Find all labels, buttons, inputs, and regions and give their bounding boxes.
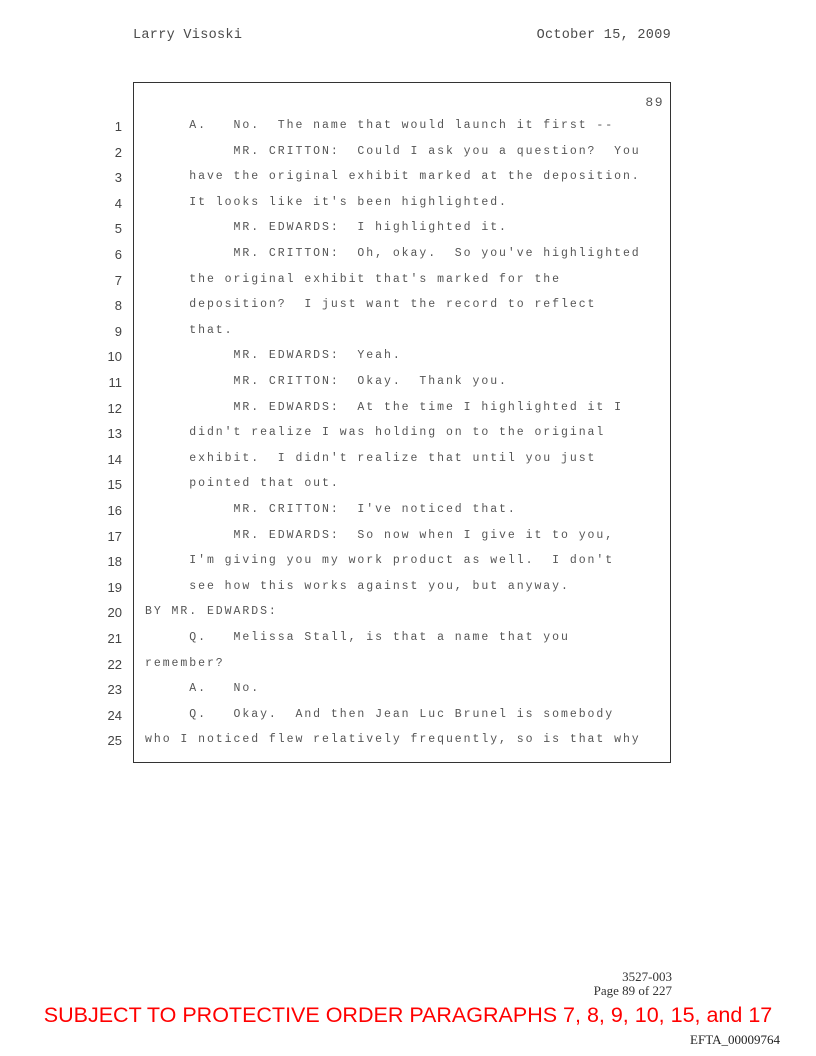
transcript-line — [0, 142, 816, 168]
line-number: 4 — [114, 195, 122, 211]
line-number: 6 — [114, 247, 122, 262]
line-number: 9 — [114, 323, 122, 339]
line-number: 13 — [107, 426, 122, 442]
line-text: Q. Okay. And then Jean Luc Brunel is somebody — [145, 707, 615, 721]
line-text: who I noticed flew relatively frequently, so is that why — [145, 733, 641, 747]
transcript-line — [0, 270, 816, 296]
transcript-line — [0, 193, 816, 219]
transcript-line — [0, 372, 816, 398]
line-text: It looks like it's been highlighted. — [145, 195, 508, 209]
line-text: MR. CRITTON: Okay. Thank you. — [145, 375, 508, 388]
line-text: have the original exhibit marked at the deposition. — [145, 170, 641, 184]
line-number: 16 — [107, 503, 122, 518]
line-text: remember? — [145, 656, 225, 670]
transcript-line — [0, 679, 816, 705]
line-text: MR. CRITTON: I've noticed that. — [145, 503, 517, 516]
line-text: MR. CRITTON: Oh, okay. So you've highlighted — [145, 247, 641, 260]
transcript-line — [0, 244, 816, 270]
transcript-line — [0, 423, 816, 449]
document-page-id — [594, 970, 672, 998]
line-text: the original exhibit that's marked for the — [145, 272, 562, 286]
transcript-line — [0, 346, 816, 372]
line-number: 10 — [107, 349, 122, 365]
line-text: A. No. The name that would launch it first -- — [145, 119, 615, 132]
line-text: MR. EDWARDS: Yeah. — [145, 349, 402, 363]
line-number: 19 — [107, 579, 122, 595]
line-text: I'm giving you my work product as well. I don't — [145, 554, 615, 568]
line-text: MR. EDWARDS: So now when I give it to you, — [145, 528, 615, 542]
transcript-line — [0, 449, 816, 475]
line-number: 12 — [107, 400, 122, 416]
transcript-line — [0, 654, 816, 680]
line-number: 14 — [107, 451, 122, 467]
line-text: Q. Melissa Stall, is that a name that you — [145, 631, 570, 644]
transcript-line — [0, 730, 816, 756]
protective-order-notice: SUBJECT TO PROTECTIVE ORDER PARAGRAPHS 7, 8, 9, 10, 15, and 17 — [43, 1003, 773, 1027]
transcript-line — [0, 551, 816, 577]
line-text: deposition? I just want the record to reflect — [145, 298, 597, 312]
line-number: 25 — [107, 733, 122, 749]
line-number: 15 — [107, 477, 122, 493]
transcript-line — [0, 474, 816, 500]
line-text: pointed that out. — [145, 477, 340, 491]
line-text: BY MR. EDWARDS: — [145, 605, 278, 619]
transcript-line — [0, 526, 816, 552]
transcript-line — [0, 295, 816, 321]
line-number: 7 — [114, 272, 122, 288]
transcript-line — [0, 500, 816, 526]
line-number: 23 — [107, 682, 122, 698]
line-number: 20 — [107, 605, 122, 621]
transcript-line — [0, 705, 816, 731]
transcript-page-number: 89 — [645, 95, 664, 110]
line-text: see how this works against you, but anyway. — [145, 579, 570, 593]
witness-name: Larry Visoski — [133, 28, 243, 43]
transcript-line — [0, 218, 816, 244]
line-text: exhibit. I didn't realize that until you just — [145, 451, 597, 465]
transcript-line — [0, 602, 816, 628]
transcript-line — [0, 167, 816, 193]
line-number: 24 — [107, 707, 122, 723]
transcript-line — [0, 628, 816, 654]
line-number: 8 — [114, 298, 122, 314]
bates-number: EFTA_00009764 — [690, 1032, 780, 1047]
page-of-count: Page 89 of 227 — [593, 983, 672, 998]
transcript-line — [0, 116, 816, 142]
case-number: 3527-003 — [622, 969, 672, 984]
transcript-line — [0, 577, 816, 603]
line-number: 22 — [107, 656, 122, 672]
transcript-line — [0, 321, 816, 347]
line-text: that. — [145, 323, 234, 337]
line-number: 1 — [114, 119, 122, 134]
line-text: A. No. — [145, 682, 261, 696]
line-number: 17 — [107, 528, 122, 544]
line-number: 18 — [107, 554, 122, 570]
line-number: 2 — [114, 144, 122, 160]
line-number: 3 — [114, 170, 122, 186]
line-number: 11 — [108, 375, 122, 390]
line-text: MR. EDWARDS: I highlighted it. — [145, 221, 508, 235]
line-text: MR. CRITTON: Could I ask you a question? You — [145, 144, 641, 158]
transcript-line — [0, 398, 816, 424]
line-text: MR. EDWARDS: At the time I highlighted it I — [145, 400, 623, 414]
line-text: didn't realize I was holding on to the original — [145, 426, 606, 440]
deposition-date: October 15, 2009 — [536, 28, 671, 43]
line-number: 5 — [114, 221, 122, 237]
line-number: 21 — [107, 631, 122, 646]
